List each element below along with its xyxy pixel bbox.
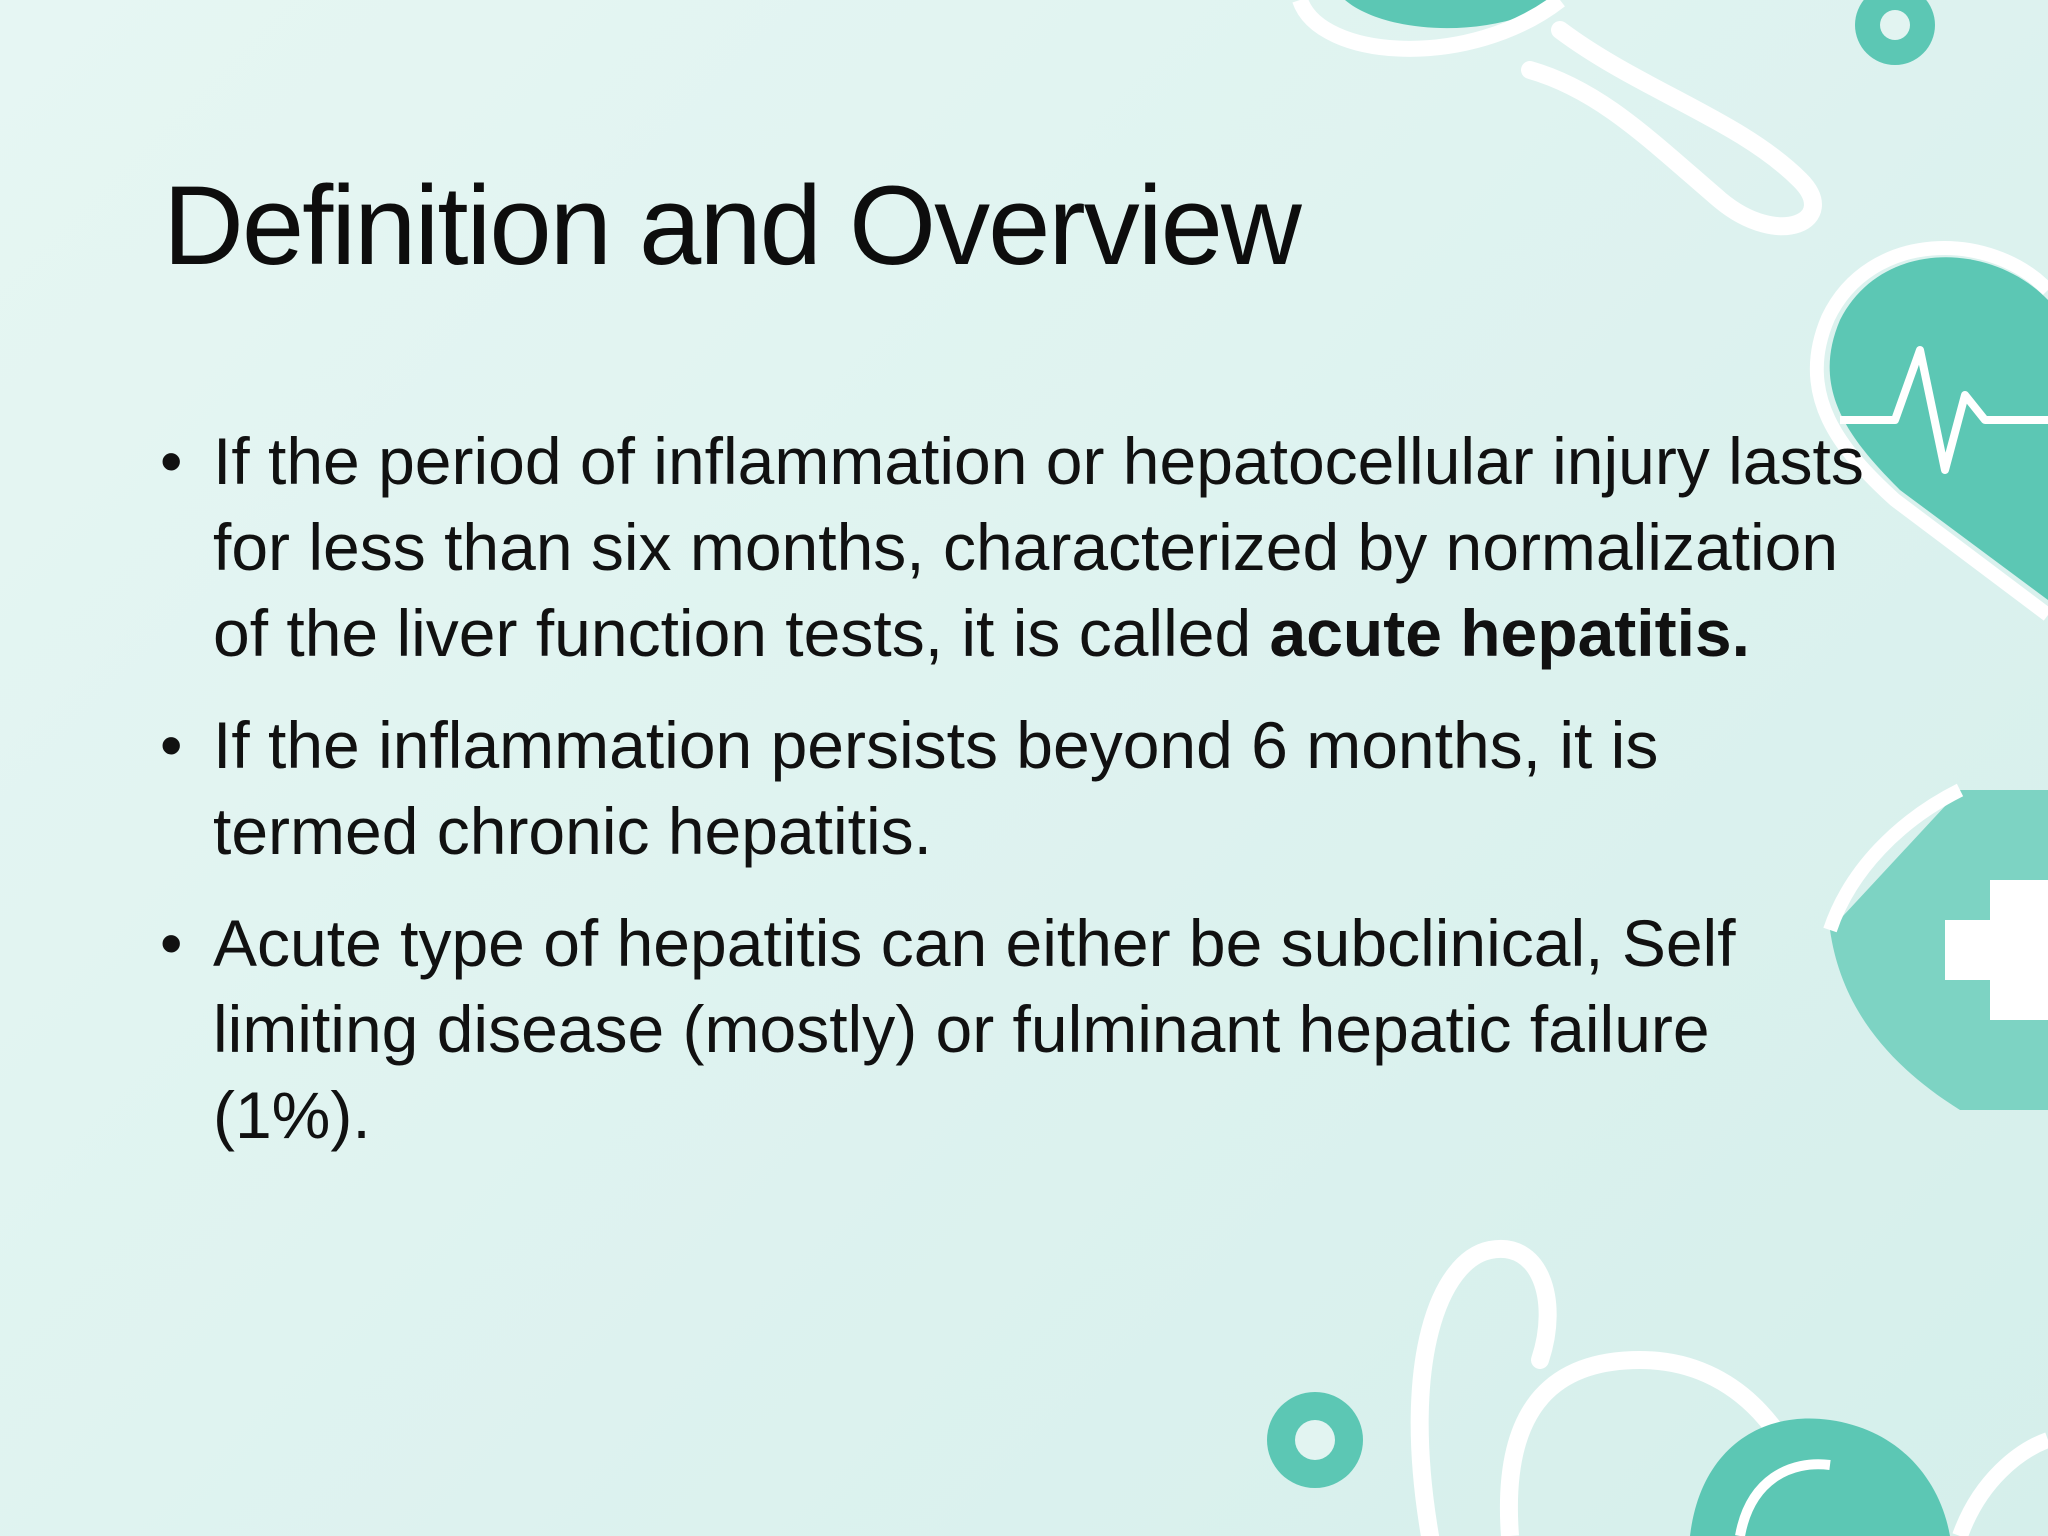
bullet-bold-term: acute hepatitis. [1269,596,1750,670]
bullet-list [160,418,1880,1184]
bullet-text: Acute type of hepatitis can either be subclinical, Self limiting disease (mostly) or fulminant hepatic failure (1%). [213,906,1736,1152]
bullet-glyph: • [160,425,183,497]
bullet-text: If the period of inflammation or hepatocellular injury lasts for less than six months, characterized by normalization of the liver function tests, it is called [213,424,1864,670]
slide-title: Definition and Overview [163,163,1300,288]
bullet-glyph: • [160,709,183,781]
stethoscope-icon [1300,0,1935,226]
list-item [160,900,1880,1158]
bullet-text: If the inflammation persists beyond 6 months, it is termed chronic hepatitis. [213,708,1659,868]
bullet-glyph: • [160,907,183,979]
stethoscope-chestpiece-icon [1267,1249,2048,1536]
list-item [160,702,1880,874]
list-item [160,418,1880,676]
